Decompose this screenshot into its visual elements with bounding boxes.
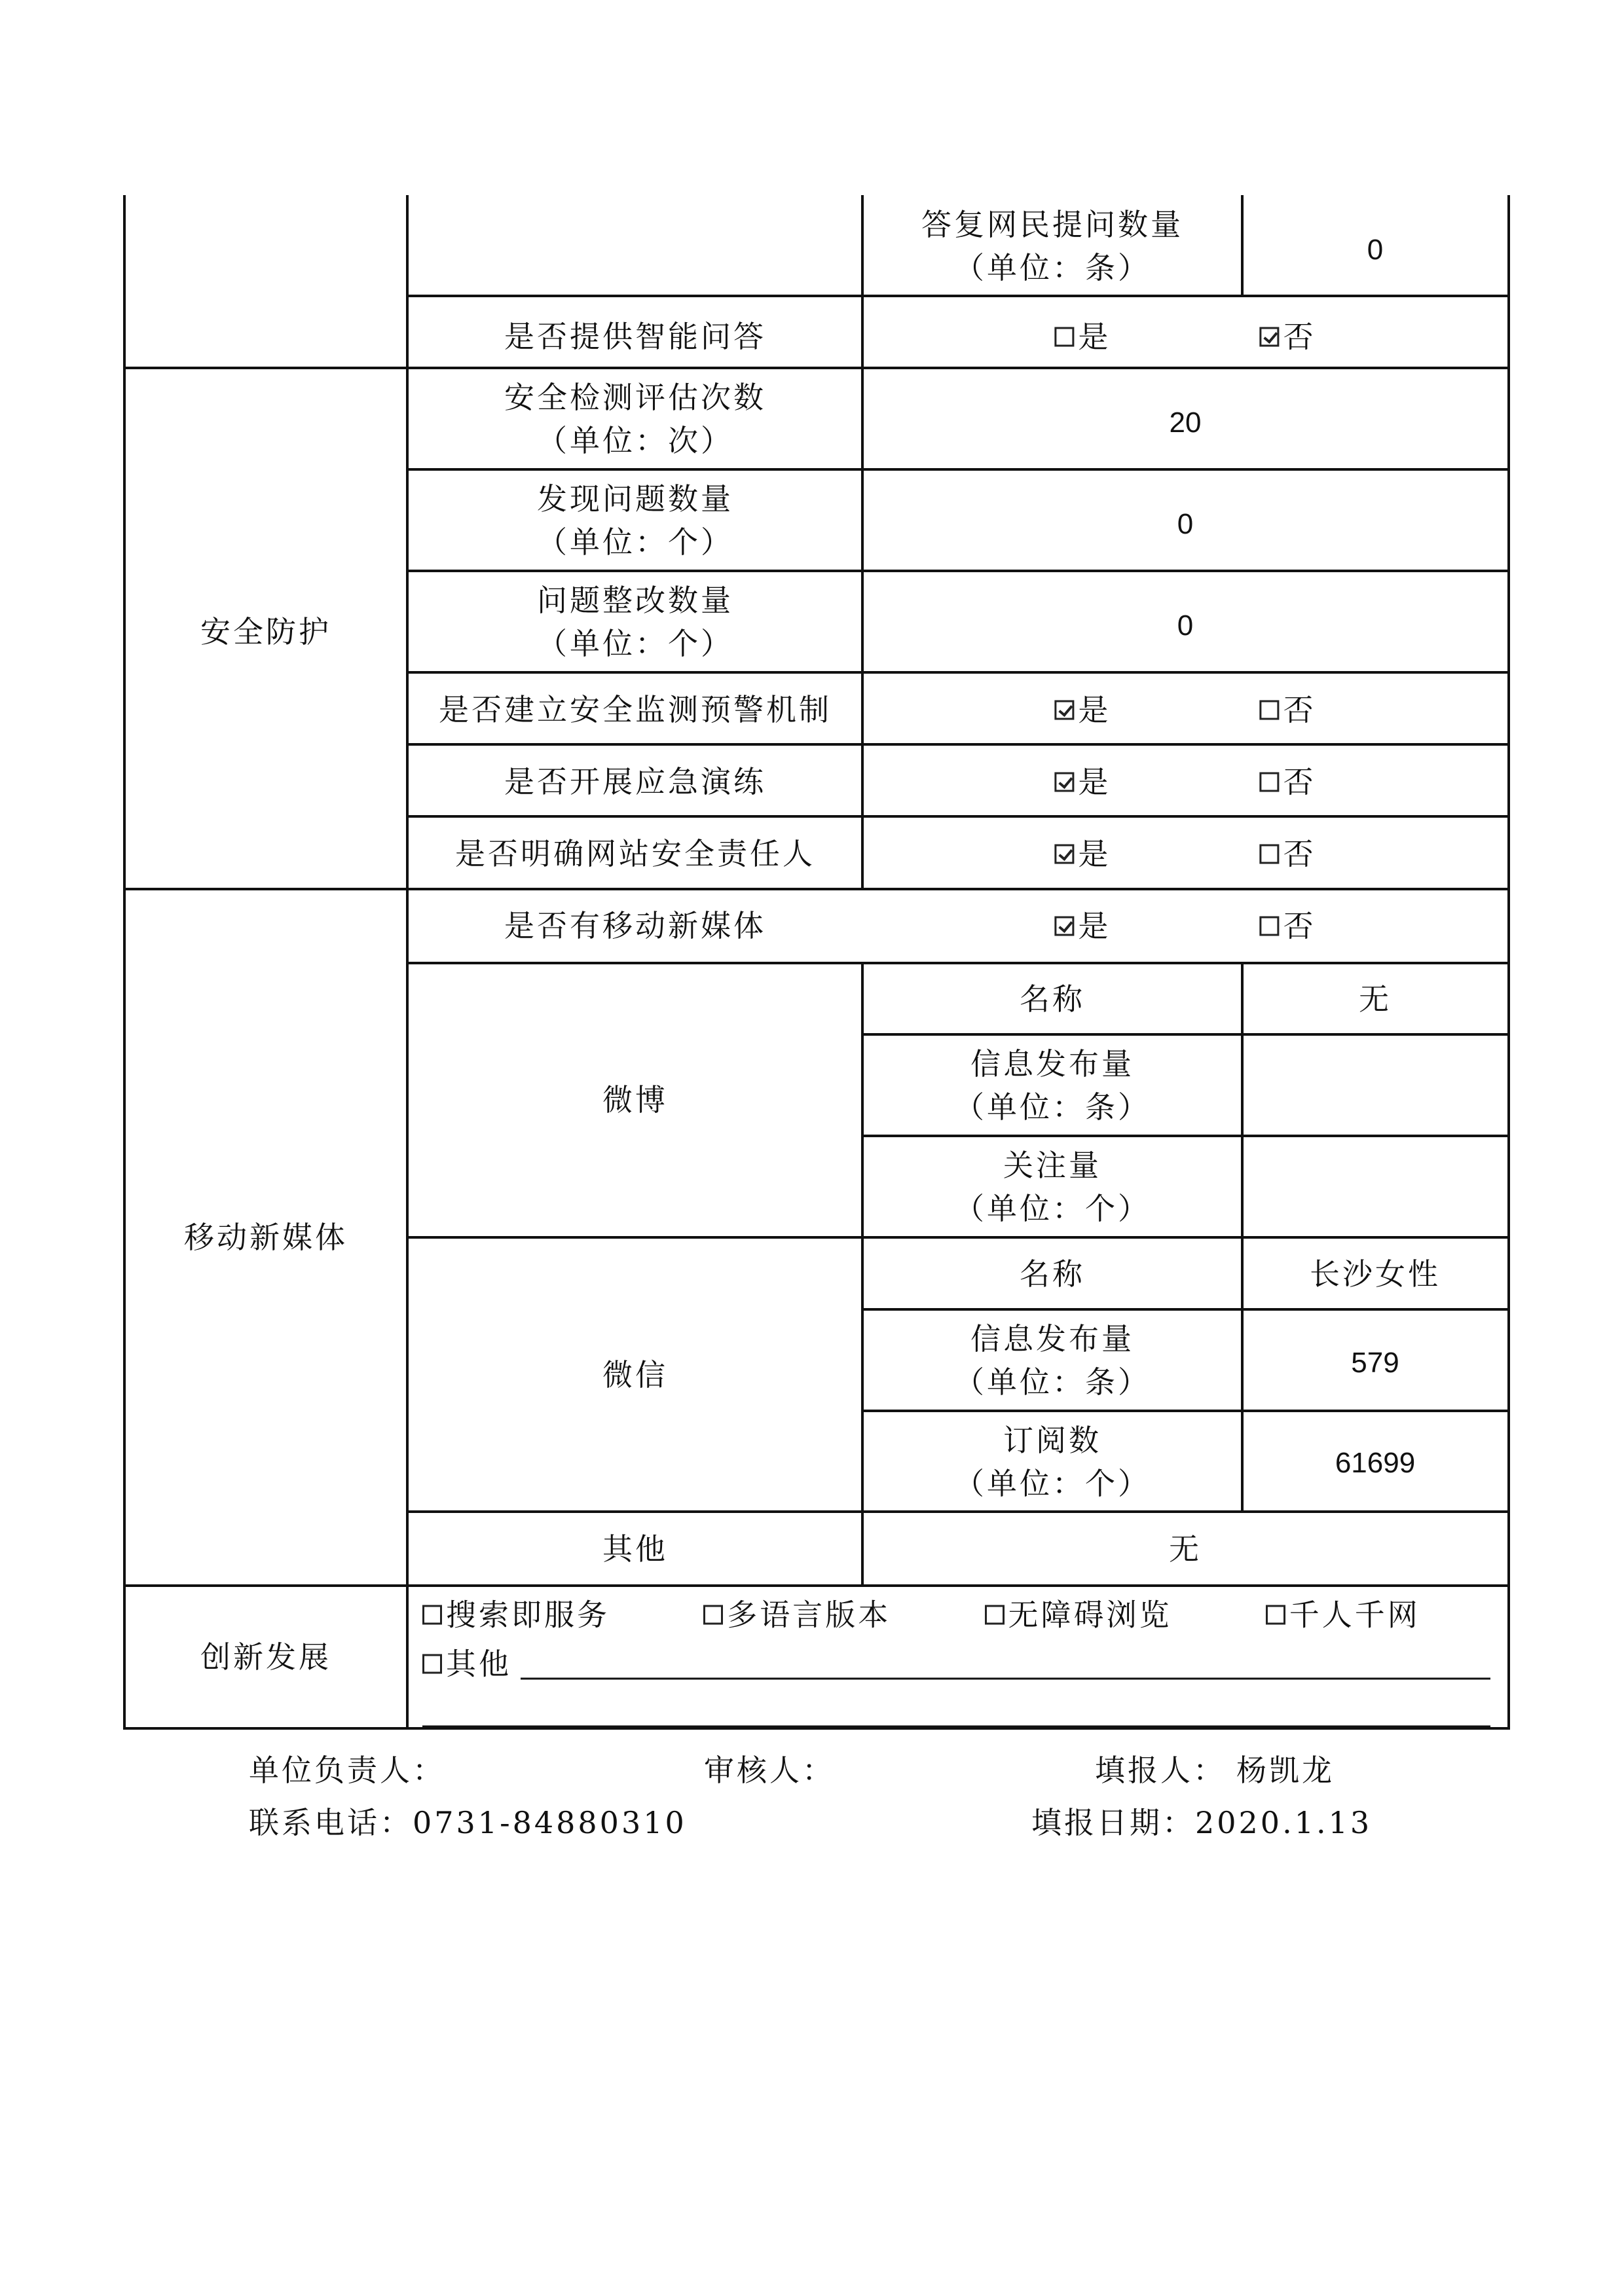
security-row-unit: （单位：个） <box>537 524 733 560</box>
reply-count-unit: （单位：条） <box>954 250 1151 285</box>
innovation-options <box>422 1597 1420 1633</box>
security-check-2-label: 是否开展应急演练 <box>504 764 766 799</box>
weibo-follow-unit: （单位：个） <box>954 1191 1151 1226</box>
innovation-section-title: 创新发展 <box>200 1639 331 1675</box>
weibo-posts-label <box>954 1046 1151 1125</box>
security-check-3-label: 是否明确网站安全责任人 <box>455 836 815 871</box>
option-yes-label: 是 <box>1078 764 1111 800</box>
security-check-1-options <box>1054 692 1316 728</box>
weibo-follow-title: 关注量 <box>1003 1148 1101 1183</box>
security-section-title: 安全防护 <box>200 614 331 649</box>
innovation-option[interactable] <box>422 1597 610 1633</box>
security-row-label: 发现问题数量 <box>537 481 733 517</box>
checked-checkbox-icon[interactable] <box>1054 917 1074 936</box>
filler-label: 填报人： <box>1095 1753 1226 1788</box>
weibo-name-value: 无 <box>1359 981 1392 1017</box>
option-yes-label: 是 <box>1078 836 1111 872</box>
wechat-posts-value: 579 <box>1351 1347 1399 1379</box>
option-no[interactable] <box>1260 692 1316 728</box>
filler-name: 杨凯龙 <box>1236 1753 1335 1788</box>
checked-checkbox-icon[interactable] <box>1054 845 1074 864</box>
weibo-posts-title: 信息发布量 <box>970 1046 1134 1082</box>
security-check-3-options <box>1054 836 1316 872</box>
weibo-label: 微博 <box>602 1082 668 1118</box>
fill-date <box>1031 1805 1373 1840</box>
smart-qa-options <box>1054 319 1316 355</box>
security-row-2-value: 0 <box>1177 508 1194 540</box>
checkbox-icon[interactable] <box>1260 701 1280 720</box>
innovation-option-label: 搜索即服务 <box>446 1597 610 1633</box>
date-value: 2020.1.13 <box>1195 1805 1373 1840</box>
wechat-subs-title: 订阅数 <box>1003 1423 1101 1458</box>
weibo-posts-unit: （单位：条） <box>954 1089 1151 1125</box>
wechat-posts-title: 信息发布量 <box>970 1321 1134 1357</box>
option-no-label: 否 <box>1283 836 1316 872</box>
option-no[interactable] <box>1260 764 1316 800</box>
wechat-posts-unit: （单位：条） <box>954 1364 1151 1400</box>
wechat-subs-value: 61699 <box>1335 1447 1416 1479</box>
wechat-subs-unit: （单位：个） <box>954 1466 1151 1501</box>
option-yes[interactable] <box>1054 836 1111 872</box>
smart-qa-no-label: 否 <box>1283 319 1316 355</box>
checkbox-icon[interactable] <box>1260 773 1280 792</box>
option-yes-label: 是 <box>1078 908 1111 944</box>
reply-count-label <box>921 207 1183 285</box>
reply-count-title: 答复网民提问数量 <box>921 207 1183 242</box>
checkbox-icon[interactable] <box>1260 917 1280 936</box>
has-media-label: 是否有移动新媒体 <box>504 908 766 943</box>
checked-checkbox-icon[interactable] <box>1054 773 1074 792</box>
security-row-2 <box>537 481 733 560</box>
date-label: 填报日期： <box>1031 1805 1195 1840</box>
option-no-label: 否 <box>1283 764 1316 800</box>
checkbox-icon[interactable] <box>1054 327 1074 347</box>
checkbox-icon[interactable] <box>985 1605 1005 1625</box>
smart-qa-no[interactable] <box>1260 319 1316 355</box>
checked-checkbox-icon[interactable] <box>1054 701 1074 720</box>
wechat-subs-label <box>954 1425 1151 1499</box>
mobile-other-value: 无 <box>1169 1531 1202 1567</box>
innovation-option-label: 千人千网 <box>1289 1597 1420 1633</box>
mobile-section-title: 移动新媒体 <box>184 1220 348 1255</box>
phone <box>249 1805 687 1840</box>
option-no-label: 否 <box>1283 908 1316 944</box>
weibo-follow-label <box>954 1150 1151 1224</box>
wechat-name-label: 名称 <box>1020 1256 1085 1292</box>
security-check-1-label: 是否建立安全监测预警机制 <box>439 692 832 727</box>
wechat-label: 微信 <box>602 1357 668 1393</box>
innovation-other[interactable] <box>422 1646 511 1682</box>
mobile-other-label: 其他 <box>602 1531 668 1567</box>
checkbox-icon[interactable] <box>1266 1605 1285 1625</box>
wechat-name-value: 长沙女性 <box>1310 1256 1441 1292</box>
option-yes-label: 是 <box>1078 692 1111 728</box>
security-row-label: 问题整改数量 <box>537 583 733 618</box>
innovation-option[interactable] <box>703 1597 891 1633</box>
innovation-other-label: 其他 <box>446 1646 511 1682</box>
phone-number: 0731-84880310 <box>413 1805 687 1840</box>
reviewer-label: 审核人： <box>704 1753 835 1788</box>
leader-label: 单位负责人： <box>249 1753 445 1788</box>
security-check-2-options <box>1054 764 1316 800</box>
reply-count-value: 0 <box>1367 234 1384 266</box>
option-no-label: 否 <box>1283 692 1316 728</box>
innovation-option[interactable] <box>1266 1597 1420 1633</box>
checkbox-icon[interactable] <box>1260 845 1280 864</box>
phone-label: 联系电话： <box>249 1805 413 1840</box>
checkbox-icon[interactable] <box>703 1605 723 1625</box>
wechat-posts-label <box>954 1321 1151 1400</box>
weibo-name-label: 名称 <box>1020 981 1085 1017</box>
option-yes[interactable] <box>1054 908 1111 944</box>
checked-checkbox-icon[interactable] <box>1260 327 1280 347</box>
checkbox-icon[interactable] <box>422 1654 442 1674</box>
innovation-option-label: 多语言版本 <box>727 1597 891 1633</box>
smart-qa-yes-label: 是 <box>1078 319 1111 355</box>
security-row-1-value: 20 <box>1169 407 1202 439</box>
innovation-option-label: 无障碍浏览 <box>1008 1597 1172 1633</box>
smart-qa-label: 是否提供智能问答 <box>504 319 766 354</box>
security-row-3-value: 0 <box>1177 610 1194 642</box>
security-row-unit: （单位：次） <box>537 423 733 458</box>
option-no[interactable] <box>1260 908 1316 944</box>
security-row-label: 安全检测评估次数 <box>504 380 766 415</box>
option-no[interactable] <box>1260 836 1316 872</box>
smart-qa-yes[interactable] <box>1054 319 1111 355</box>
security-row-3 <box>537 585 733 659</box>
security-row-1 <box>504 382 766 456</box>
option-yes[interactable] <box>1054 764 1111 800</box>
filler <box>1095 1753 1335 1788</box>
security-row-unit: （单位：个） <box>537 626 733 661</box>
has-media-options <box>1054 908 1316 944</box>
option-yes[interactable] <box>1054 692 1111 728</box>
innovation-option[interactable] <box>985 1597 1172 1633</box>
checkbox-icon[interactable] <box>422 1605 442 1625</box>
